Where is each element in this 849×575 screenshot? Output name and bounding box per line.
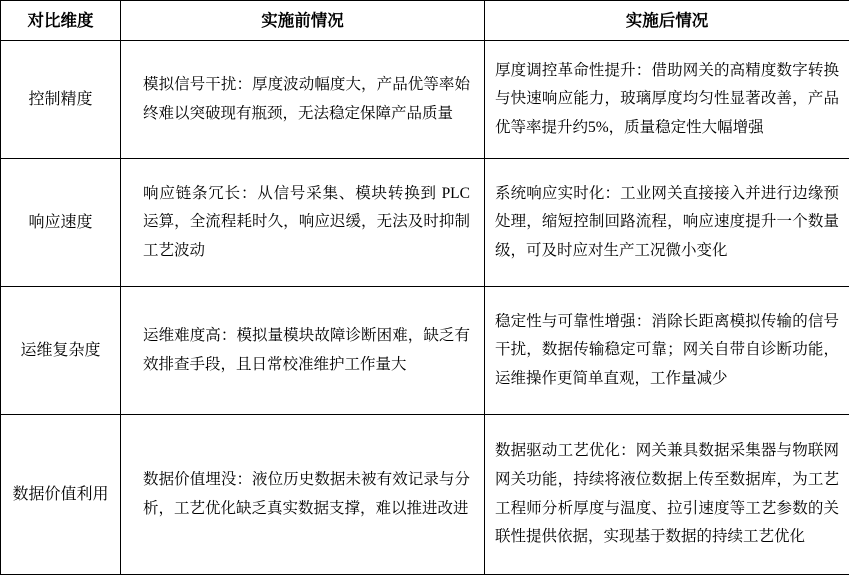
column-header-before: 实施前情况 [121,1,485,41]
row-after-text: 数据驱动工艺优化：网关兼具数据采集器与物联网网关功能，持续将液位数据上传至数据库，为工艺工程师分析厚度与温度、拉引速度等工艺参数的关联性提供依据，实现基于数据的持续工艺优化 [485,415,849,575]
table-body [1,41,849,575]
row-before-text: 模拟信号干扰：厚度波动幅度大，产品优等率始终难以突破现有瓶颈，无法稳定保障产品质量 [121,41,485,159]
row-after-text: 稳定性与可靠性增强：消除长距离模拟传输的信号干扰，数据传输稳定可靠；网关自带自诊断功能，运维操作更简单直观，工作量减少 [485,287,849,415]
table-row [1,287,849,415]
table-header-row [1,1,849,41]
table-header [1,1,849,41]
row-before-text: 数据价值埋没：液位历史数据未被有效记录与分析，工艺优化缺乏真实数据支撑，难以推进改进 [121,415,485,575]
table-row [1,41,849,159]
row-dimension-label: 运维复杂度 [1,287,121,415]
table-row [1,159,849,287]
row-after-text: 厚度调控革命性提升：借助网关的高精度数字转换与快速响应能力，玻璃厚度均匀性显著改善，产品优等率提升约5%，质量稳定性大幅增强 [485,41,849,159]
row-before-text: 运维难度高：模拟量模块故障诊断困难，缺乏有效排查手段，且日常校准维护工作量大 [121,287,485,415]
row-dimension-label: 响应速度 [1,159,121,287]
row-before-text: 响应链条冗长：从信号采集、模块转换到 PLC 运算，全流程耗时久，响应迟缓，无法及时抑制工艺波动 [121,159,485,287]
column-header-after: 实施后情况 [485,1,849,41]
row-after-text: 系统响应实时化：工业网关直接接入并进行边缘预处理，缩短控制回路流程，响应速度提升一个数量级，可及时应对生产工况微小变化 [485,159,849,287]
table-row [1,415,849,575]
row-dimension-label: 控制精度 [1,41,121,159]
row-dimension-label: 数据价值利用 [1,415,121,575]
column-header-dimension: 对比维度 [1,1,121,41]
